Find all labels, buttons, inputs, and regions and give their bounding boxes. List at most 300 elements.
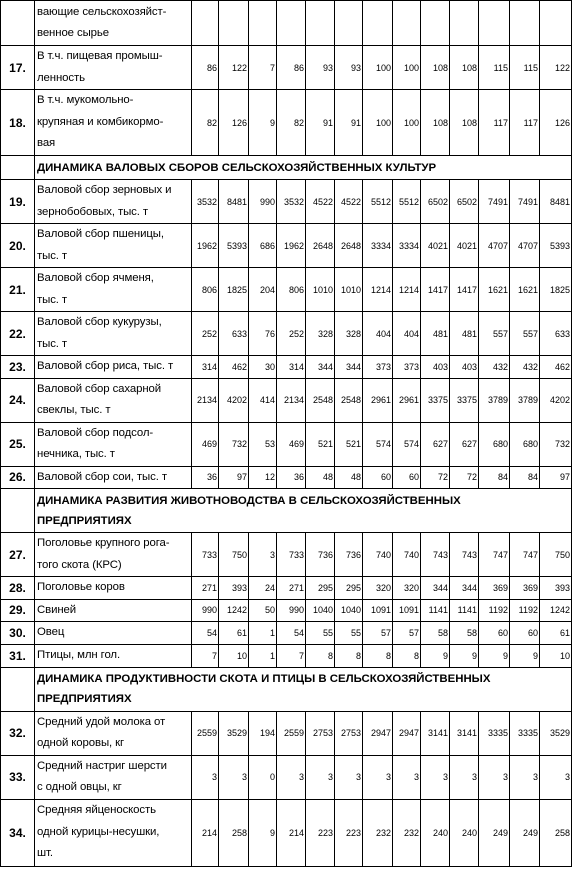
value-cell: 214 (277, 799, 306, 866)
value-cell: 373 (393, 356, 421, 379)
value-cell: 806 (277, 268, 306, 312)
indicator-name: Валовой сбор зерновых и зернобобовых, тыс. т (35, 180, 192, 224)
row-number: 19. (1, 180, 35, 224)
value-cell: 55 (335, 622, 363, 645)
value-cell: 295 (335, 577, 363, 600)
value-cell: 249 (479, 799, 510, 866)
value-cell: 122 (540, 46, 572, 90)
value-cell: 7491 (479, 180, 510, 224)
value-cell: 2753 (335, 711, 363, 755)
value-cell: 732 (540, 422, 572, 466)
value-cell: 9 (421, 644, 450, 667)
value-cell: 557 (479, 312, 510, 356)
value-cell: 48 (306, 466, 335, 489)
value-cell: 3789 (510, 378, 540, 422)
value-cell: 557 (510, 312, 540, 356)
value-cell: 60 (363, 466, 393, 489)
value-cell: 5393 (540, 224, 572, 268)
value-cell: 686 (249, 224, 277, 268)
value-cell: 252 (192, 312, 219, 356)
value-cell: 1962 (277, 224, 306, 268)
indicator-name: Валовой сбор подсол- нечника, тыс. т (35, 422, 192, 466)
value-cell: 8 (306, 644, 335, 667)
value-cell: 481 (421, 312, 450, 356)
indicator-name: вающие сельскохозяйст- венное сырье (35, 1, 192, 46)
value-cell: 3 (393, 755, 421, 799)
value-cell: 4021 (450, 224, 479, 268)
indicator-name: Валовой сбор сахарной свеклы, тыс. т (35, 378, 192, 422)
section-header-row (1, 156, 572, 180)
value-cell: 393 (219, 577, 249, 600)
table-row (1, 268, 572, 312)
value-cell: 54 (277, 622, 306, 645)
value-cell: 1242 (219, 599, 249, 622)
value-cell: 97 (219, 466, 249, 489)
value-cell: 76 (249, 312, 277, 356)
value-cell: 117 (510, 90, 540, 156)
table-row (1, 46, 572, 90)
value-cell: 7 (249, 46, 277, 90)
value-cell: 633 (219, 312, 249, 356)
value-cell: 86 (192, 46, 219, 90)
value-cell: 633 (540, 312, 572, 356)
value-cell: 204 (249, 268, 277, 312)
value-cell: 8 (363, 644, 393, 667)
value-cell: 36 (192, 466, 219, 489)
value-cell: 4707 (510, 224, 540, 268)
value-cell: 733 (277, 533, 306, 577)
value-cell: 328 (335, 312, 363, 356)
value-cell: 72 (450, 466, 479, 489)
value-cell: 126 (540, 90, 572, 156)
value-cell: 3 (510, 755, 540, 799)
indicator-name: Валовой сбор риса, тыс. т (35, 356, 192, 379)
value-cell (277, 1, 306, 46)
value-cell: 9 (249, 799, 277, 866)
value-cell: 126 (219, 90, 249, 156)
value-cell: 1417 (450, 268, 479, 312)
indicator-name: Валовой сбор сои, тыс. т (35, 466, 192, 489)
row-number: 21. (1, 268, 35, 312)
value-cell: 60 (510, 622, 540, 645)
value-cell (393, 1, 421, 46)
value-cell: 3789 (479, 378, 510, 422)
value-cell: 1621 (510, 268, 540, 312)
value-cell: 214 (192, 799, 219, 866)
value-cell: 747 (510, 533, 540, 577)
value-cell: 60 (479, 622, 510, 645)
value-cell: 3 (249, 533, 277, 577)
value-cell: 1010 (335, 268, 363, 312)
value-cell: 223 (306, 799, 335, 866)
value-cell: 10 (219, 644, 249, 667)
indicator-name: Средний настриг шерсти с одной овцы, кг (35, 755, 192, 799)
value-cell: 3529 (540, 711, 572, 755)
value-cell: 58 (421, 622, 450, 645)
table-row (1, 533, 572, 577)
section-number-cell (1, 156, 35, 180)
value-cell: 627 (421, 422, 450, 466)
value-cell: 3 (219, 755, 249, 799)
value-cell: 91 (306, 90, 335, 156)
value-cell: 249 (510, 799, 540, 866)
value-cell: 61 (540, 622, 572, 645)
value-cell: 108 (450, 90, 479, 156)
value-cell: 2753 (306, 711, 335, 755)
value-cell: 432 (479, 356, 510, 379)
value-cell: 24 (249, 577, 277, 600)
value-cell: 2648 (306, 224, 335, 268)
value-cell: 314 (192, 356, 219, 379)
row-number: 30. (1, 622, 35, 645)
value-cell: 223 (335, 799, 363, 866)
value-cell: 12 (249, 466, 277, 489)
value-cell: 2559 (192, 711, 219, 755)
indicator-name: Валовой сбор пшеницы, тыс. т (35, 224, 192, 268)
value-cell: 1825 (540, 268, 572, 312)
value-cell: 990 (249, 180, 277, 224)
indicator-name: Валовой сбор ячменя, тыс. т (35, 268, 192, 312)
value-cell: 4202 (540, 378, 572, 422)
value-cell: 54 (192, 622, 219, 645)
value-cell: 1214 (363, 268, 393, 312)
value-cell: 100 (363, 46, 393, 90)
row-number: 29. (1, 599, 35, 622)
value-cell: 469 (277, 422, 306, 466)
value-cell (510, 1, 540, 46)
value-cell: 2961 (363, 378, 393, 422)
value-cell: 806 (192, 268, 219, 312)
value-cell: 736 (335, 533, 363, 577)
value-cell: 57 (393, 622, 421, 645)
value-cell: 6502 (421, 180, 450, 224)
value-cell: 271 (277, 577, 306, 600)
value-cell: 469 (192, 422, 219, 466)
value-cell (306, 1, 335, 46)
value-cell: 432 (510, 356, 540, 379)
row-number: 23. (1, 356, 35, 379)
value-cell: 10 (540, 644, 572, 667)
value-cell: 2548 (306, 378, 335, 422)
value-cell: 72 (421, 466, 450, 489)
value-cell: 57 (363, 622, 393, 645)
value-cell: 3335 (479, 711, 510, 755)
value-cell: 1 (249, 622, 277, 645)
row-number: 18. (1, 90, 35, 156)
value-cell: 232 (393, 799, 421, 866)
value-cell: 328 (306, 312, 335, 356)
value-cell: 1962 (192, 224, 219, 268)
value-cell: 404 (393, 312, 421, 356)
value-cell: 3 (450, 755, 479, 799)
value-cell: 3 (479, 755, 510, 799)
value-cell: 2947 (393, 711, 421, 755)
value-cell: 91 (335, 90, 363, 156)
value-cell: 48 (335, 466, 363, 489)
value-cell: 82 (277, 90, 306, 156)
value-cell: 58 (450, 622, 479, 645)
value-cell: 61 (219, 622, 249, 645)
table-row (1, 224, 572, 268)
value-cell: 82 (192, 90, 219, 156)
table-row (1, 644, 572, 667)
table-row (1, 90, 572, 156)
row-number: 22. (1, 312, 35, 356)
value-cell: 344 (421, 577, 450, 600)
value-cell (335, 1, 363, 46)
table-row (1, 180, 572, 224)
value-cell: 108 (421, 90, 450, 156)
value-cell: 1 (249, 644, 277, 667)
value-cell: 295 (306, 577, 335, 600)
row-number: 25. (1, 422, 35, 466)
indicator-name: Средняя яйценоскость одной курицы-несушки, шт. (35, 799, 192, 866)
value-cell: 990 (192, 599, 219, 622)
value-cell: 740 (363, 533, 393, 577)
value-cell: 53 (249, 422, 277, 466)
value-cell: 84 (479, 466, 510, 489)
value-cell: 84 (510, 466, 540, 489)
indicator-name: В т.ч. пищевая промыш- ленность (35, 46, 192, 90)
table-row (1, 356, 572, 379)
value-cell: 9 (479, 644, 510, 667)
indicator-name: Овец (35, 622, 192, 645)
value-cell: 1825 (219, 268, 249, 312)
indicator-name: Средний удой молока от одной коровы, кг (35, 711, 192, 755)
value-cell: 194 (249, 711, 277, 755)
value-cell: 3 (192, 755, 219, 799)
value-cell: 574 (393, 422, 421, 466)
value-cell: 252 (277, 312, 306, 356)
value-cell: 232 (363, 799, 393, 866)
value-cell: 4202 (219, 378, 249, 422)
value-cell: 5393 (219, 224, 249, 268)
value-cell: 1010 (306, 268, 335, 312)
value-cell: 86 (277, 46, 306, 90)
value-cell: 481 (450, 312, 479, 356)
value-cell: 3529 (219, 711, 249, 755)
value-cell: 108 (450, 46, 479, 90)
value-cell: 1040 (335, 599, 363, 622)
indicator-name: Поголовье крупного рога- того скота (КРС) (35, 533, 192, 577)
value-cell: 8 (393, 644, 421, 667)
table-row (1, 755, 572, 799)
value-cell: 1192 (510, 599, 540, 622)
value-cell: 3532 (277, 180, 306, 224)
value-cell: 93 (335, 46, 363, 90)
value-cell: 3335 (510, 711, 540, 755)
value-cell: 1621 (479, 268, 510, 312)
table-row (1, 577, 572, 600)
value-cell: 5512 (363, 180, 393, 224)
value-cell: 240 (450, 799, 479, 866)
value-cell: 3334 (393, 224, 421, 268)
value-cell: 344 (306, 356, 335, 379)
value-cell: 97 (540, 466, 572, 489)
row-number: 31. (1, 644, 35, 667)
value-cell: 404 (363, 312, 393, 356)
value-cell: 258 (219, 799, 249, 866)
value-cell (363, 1, 393, 46)
section-title: ДИНАМИКА РАЗВИТИЯ ЖИВОТНОВОДСТВА В СЕЛЬСКОХОЗЯЙСТВЕННЫХ ПРЕДПРИЯТИЯХ (35, 489, 572, 533)
value-cell: 750 (540, 533, 572, 577)
section-title: ДИНАМИКА ПРОДУКТИВНОСТИ СКОТА И ПТИЦЫ В СЕЛЬСКОХОЗЯЙСТВЕННЫХ ПРЕДПРИЯТИЯХ (35, 667, 572, 711)
value-cell: 1091 (363, 599, 393, 622)
value-cell: 3 (335, 755, 363, 799)
value-cell: 369 (510, 577, 540, 600)
value-cell: 2648 (335, 224, 363, 268)
value-cell: 36 (277, 466, 306, 489)
value-cell: 680 (479, 422, 510, 466)
row-number: 34. (1, 799, 35, 866)
value-cell: 732 (219, 422, 249, 466)
value-cell: 7 (192, 644, 219, 667)
table-row (1, 599, 572, 622)
value-cell: 521 (306, 422, 335, 466)
value-cell: 30 (249, 356, 277, 379)
value-cell: 115 (510, 46, 540, 90)
row-number: 20. (1, 224, 35, 268)
value-cell: 320 (363, 577, 393, 600)
value-cell: 3141 (450, 711, 479, 755)
value-cell: 736 (306, 533, 335, 577)
value-cell: 108 (421, 46, 450, 90)
value-cell: 4522 (306, 180, 335, 224)
value-cell (479, 1, 510, 46)
value-cell: 680 (510, 422, 540, 466)
row-number: 32. (1, 711, 35, 755)
value-cell: 462 (540, 356, 572, 379)
value-cell: 574 (363, 422, 393, 466)
indicator-name: Валовой сбор кукурузы, тыс. т (35, 312, 192, 356)
value-cell: 3 (421, 755, 450, 799)
value-cell: 3 (540, 755, 572, 799)
value-cell: 9 (510, 644, 540, 667)
value-cell: 627 (450, 422, 479, 466)
value-cell: 3375 (421, 378, 450, 422)
table-row (1, 711, 572, 755)
value-cell: 403 (450, 356, 479, 379)
row-number: 33. (1, 755, 35, 799)
table-row (1, 622, 572, 645)
value-cell (540, 1, 572, 46)
value-cell: 320 (393, 577, 421, 600)
indicator-name: Поголовье коров (35, 577, 192, 600)
section-title: ДИНАМИКА ВАЛОВЫХ СБОРОВ СЕЛЬСКОХОЗЯЙСТВЕННЫХ КУЛЬТУР (35, 156, 572, 180)
value-cell: 1040 (306, 599, 335, 622)
value-cell: 1091 (393, 599, 421, 622)
section-number-cell (1, 489, 35, 533)
value-cell: 4021 (421, 224, 450, 268)
table-row (1, 422, 572, 466)
value-cell: 733 (192, 533, 219, 577)
value-cell: 344 (450, 577, 479, 600)
value-cell: 747 (479, 533, 510, 577)
value-cell: 1141 (450, 599, 479, 622)
value-cell: 3 (306, 755, 335, 799)
row-number: 27. (1, 533, 35, 577)
row-number: 24. (1, 378, 35, 422)
value-cell: 240 (421, 799, 450, 866)
value-cell: 414 (249, 378, 277, 422)
value-cell: 100 (393, 46, 421, 90)
value-cell (192, 1, 219, 46)
value-cell: 7491 (510, 180, 540, 224)
value-cell (421, 1, 450, 46)
value-cell: 3 (363, 755, 393, 799)
value-cell: 990 (277, 599, 306, 622)
value-cell: 6502 (450, 180, 479, 224)
value-cell: 521 (335, 422, 363, 466)
value-cell: 2134 (277, 378, 306, 422)
value-cell: 1141 (421, 599, 450, 622)
value-cell: 743 (450, 533, 479, 577)
value-cell: 2947 (363, 711, 393, 755)
section-header-row (1, 667, 572, 711)
value-cell: 5512 (393, 180, 421, 224)
value-cell: 403 (421, 356, 450, 379)
value-cell: 4522 (335, 180, 363, 224)
row-number: 26. (1, 466, 35, 489)
value-cell: 3334 (363, 224, 393, 268)
value-cell: 3141 (421, 711, 450, 755)
value-cell: 8481 (540, 180, 572, 224)
value-cell: 8 (335, 644, 363, 667)
value-cell: 2961 (393, 378, 421, 422)
value-cell: 1242 (540, 599, 572, 622)
value-cell (219, 1, 249, 46)
indicator-name: Птицы, млн гол. (35, 644, 192, 667)
value-cell: 740 (393, 533, 421, 577)
value-cell: 1417 (421, 268, 450, 312)
value-cell: 2548 (335, 378, 363, 422)
value-cell: 117 (479, 90, 510, 156)
value-cell: 258 (540, 799, 572, 866)
value-cell: 314 (277, 356, 306, 379)
table-row (1, 378, 572, 422)
value-cell: 271 (192, 577, 219, 600)
value-cell: 50 (249, 599, 277, 622)
value-cell: 9 (450, 644, 479, 667)
value-cell: 1192 (479, 599, 510, 622)
value-cell: 3 (277, 755, 306, 799)
value-cell: 122 (219, 46, 249, 90)
value-cell: 3375 (450, 378, 479, 422)
value-cell: 1214 (393, 268, 421, 312)
value-cell: 3532 (192, 180, 219, 224)
table-row (1, 312, 572, 356)
value-cell: 100 (363, 90, 393, 156)
row-number: 28. (1, 577, 35, 600)
value-cell: 55 (306, 622, 335, 645)
value-cell: 7 (277, 644, 306, 667)
value-cell (249, 1, 277, 46)
table-row (1, 1, 572, 46)
value-cell: 115 (479, 46, 510, 90)
row-number: 17. (1, 46, 35, 90)
value-cell: 9 (249, 90, 277, 156)
value-cell: 4707 (479, 224, 510, 268)
value-cell: 393 (540, 577, 572, 600)
table-row (1, 799, 572, 866)
value-cell: 344 (335, 356, 363, 379)
table-row (1, 466, 572, 489)
value-cell: 369 (479, 577, 510, 600)
value-cell: 750 (219, 533, 249, 577)
value-cell: 8481 (219, 180, 249, 224)
value-cell: 93 (306, 46, 335, 90)
section-number-cell (1, 667, 35, 711)
